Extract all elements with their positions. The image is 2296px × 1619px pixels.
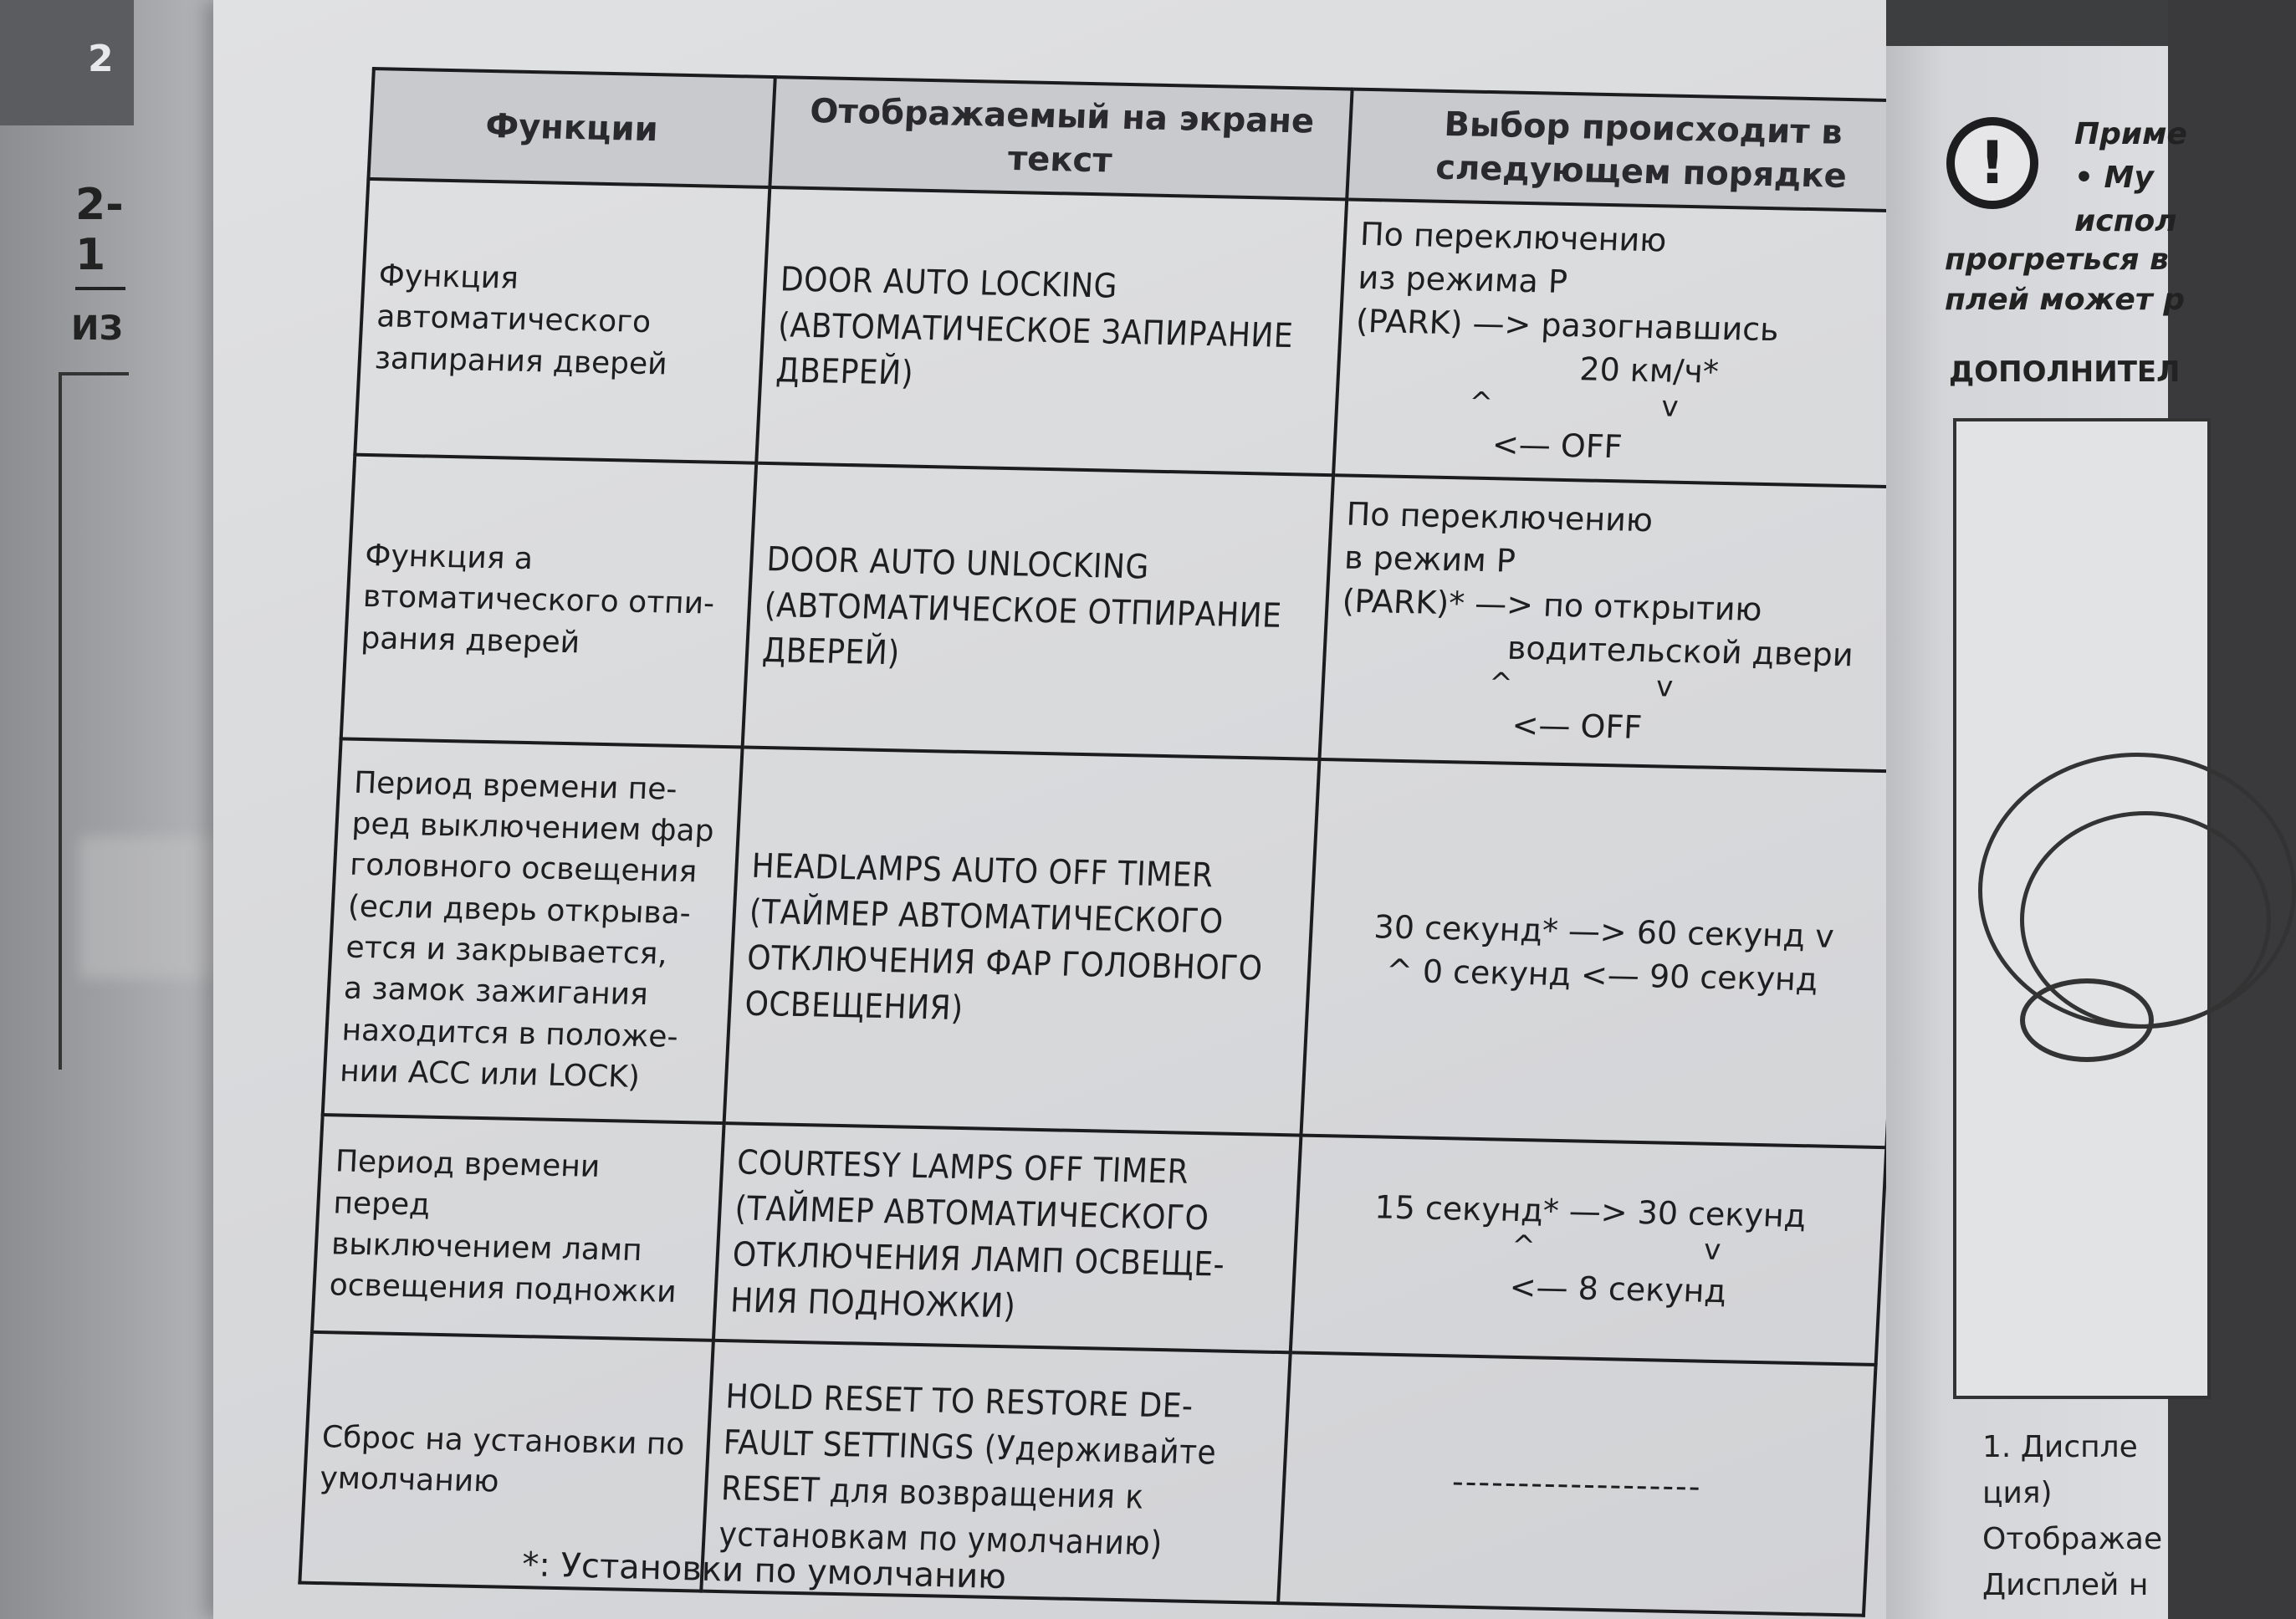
cell-line: DOOR AUTO UNLOCKING — [765, 539, 1150, 587]
cell-line: ется и закрывается, — [345, 930, 668, 972]
table-row — [341, 455, 1919, 772]
cell-line: 30 секунд* —> 60 секунд v — [1373, 908, 1835, 955]
function-cell — [312, 1115, 724, 1341]
order-cell — [1291, 1136, 1887, 1365]
table-row — [323, 738, 1905, 1147]
section-word: ИЗ — [71, 309, 123, 348]
function-cell — [355, 179, 770, 463]
display-text-cell — [743, 463, 1333, 759]
page-number: 2 — [88, 38, 114, 80]
footnote: *: Установки по умолчанию — [521, 1545, 1007, 1597]
arrow-down-icon: v — [1703, 1233, 1722, 1268]
arrow-down-icon: v — [1655, 670, 1675, 704]
page-header-bar — [1886, 0, 2168, 46]
display-text-cell — [724, 747, 1320, 1135]
cell-line: Сброс на установки по — [320, 1419, 686, 1462]
cell-line: находится в положе- — [340, 1013, 679, 1055]
cell-line: ------------------- — [1451, 1463, 1703, 1505]
function-cell — [323, 738, 743, 1123]
cell-line: перед — [332, 1186, 432, 1223]
cell-line: втоматического отпи- — [362, 580, 716, 622]
cell-line: головного освещения — [349, 848, 698, 890]
cell-line: 15 секунд* —> 30 секунд — [1373, 1188, 1808, 1235]
cell-line: освещения подножки — [328, 1268, 678, 1310]
cell-line: НИЯ ПОДНОЖКИ) — [729, 1281, 1017, 1326]
cell-line: DOOR AUTO LOCKING — [779, 260, 1119, 306]
cell-line: ^ 0 секунд <— 90 секунд — [1384, 952, 1819, 998]
cell-line: (PARK) —> разогнавшись — [1355, 302, 1780, 349]
table-row — [312, 1115, 1886, 1365]
caption-line: 1. Диспле — [1982, 1430, 2138, 1464]
cell-line: рания дверей — [360, 621, 581, 660]
cell-line: автоматического — [376, 299, 652, 340]
arrow-up-icon: ^ — [1511, 1228, 1537, 1264]
note-line: испол — [2074, 204, 2177, 238]
cell-line: (если дверь открыва- — [346, 889, 692, 931]
header-function: Функции — [368, 69, 775, 187]
table-row — [355, 179, 1932, 488]
cell-line: (PARK)* —> по открытию — [1341, 582, 1763, 628]
cell-line: ОТКЛЮЧЕНИЯ ЛАМП ОСВЕЩЕ- — [731, 1235, 1226, 1284]
cell-line: По переключению — [1345, 495, 1654, 539]
toyota-logo-icon — [2020, 978, 2154, 1062]
cell-line: HEADLAMPS AUTO OFF TIMER — [750, 847, 1214, 896]
section-number: 2-1 — [75, 180, 125, 290]
cell-line: RESET для возвращения к — [720, 1469, 1145, 1517]
note-line: Приме — [2074, 117, 2187, 151]
cell-line: ОТКЛЮЧЕНИЯ ФАР ГОЛОВНОГО — [746, 938, 1264, 988]
cell-line: в режим P — [1343, 539, 1516, 580]
cell-line: (АВТОМАТИЧЕСКОЕ ОТПИРАНИЕ — [763, 585, 1283, 636]
header-display-text: Отображаемый на экране текст — [770, 77, 1352, 199]
settings-table — [298, 67, 1939, 1617]
order-cell — [1333, 199, 1932, 487]
manual-page — [213, 0, 1886, 1619]
arrow-up-icon: ^ — [1488, 666, 1514, 701]
cell-line: <— 8 секунд — [1508, 1268, 1727, 1310]
display-text-cell — [756, 187, 1347, 475]
caption-line: ция) — [1982, 1476, 2053, 1510]
cell-line: Функция — [377, 258, 519, 296]
note-line: прогреться в — [1945, 243, 2169, 277]
function-cell — [341, 455, 757, 748]
cell-line: <— OFF — [1491, 426, 1624, 466]
caption-line: Отображае — [1982, 1522, 2163, 1556]
cell-line: Функция а — [364, 538, 534, 577]
section-heading: ДОПОЛНИТЕЛ — [1949, 355, 2181, 389]
cell-line: ОСВЕЩЕНИЯ) — [744, 984, 964, 1028]
arrow-down-icon: v — [1660, 390, 1680, 424]
cell-line: Период времени пе- — [353, 765, 678, 807]
arrow-up-icon: ^ — [1468, 386, 1494, 421]
cell-line: ДВЕРЕЙ) — [775, 351, 915, 394]
cell-line: а замок зажигания — [343, 971, 649, 1013]
display-text-cell — [713, 1123, 1301, 1352]
note-line: • Му — [2074, 161, 2154, 195]
cell-line: водительской двери — [1506, 629, 1854, 674]
page-tab-strip — [0, 0, 134, 125]
cell-line: HOLD RESET TO RESTORE DE- — [724, 1377, 1194, 1427]
cell-line: Период времени — [334, 1144, 601, 1185]
cell-line: установкам по умолчанию) — [718, 1514, 1163, 1563]
cell-line: ДВЕРЕЙ) — [761, 631, 901, 673]
settings-table-wrap — [298, 67, 1935, 1617]
cell-line: выключением ламп — [330, 1227, 643, 1269]
cell-line: 20 км/ч* — [1578, 350, 1720, 391]
order-cell — [1301, 759, 1905, 1147]
cell-line: запирания дверей — [373, 340, 668, 382]
caption-line: Дисплей н — [1982, 1568, 2149, 1602]
cell-line: ред выключением фар — [350, 806, 715, 849]
cell-line: По переключению — [1359, 215, 1668, 259]
note-line: плей может р — [1945, 283, 2185, 317]
cell-line: COURTESY LAMPS OFF TIMER — [736, 1143, 1190, 1193]
cell-line: (АВТОМАТИЧЕСКОЕ ЗАПИРАНИЕ — [777, 305, 1295, 355]
cell-line: из режима P — [1357, 258, 1569, 300]
order-cell — [1278, 1352, 1876, 1615]
cell-line: умолчанию — [319, 1461, 500, 1499]
warning-icon: ! — [1946, 117, 2038, 209]
previous-page — [0, 0, 217, 1619]
cell-line: нии ACC или LOCK) — [339, 1054, 641, 1095]
order-cell — [1319, 475, 1918, 771]
cell-line: FAULT SETTINGS (Удерживайте — [722, 1423, 1218, 1473]
cell-line: <— OFF — [1511, 706, 1644, 747]
cell-line: (ТАЙМЕР АВТОМАТИЧЕСКОГО — [748, 892, 1225, 942]
next-page — [1886, 0, 2187, 1619]
header-order: Выбор происходит в следующем порядке — [1347, 89, 1937, 212]
cell-line: (ТАЙМЕР АВТОМАТИЧЕСКОГО — [734, 1189, 1210, 1239]
